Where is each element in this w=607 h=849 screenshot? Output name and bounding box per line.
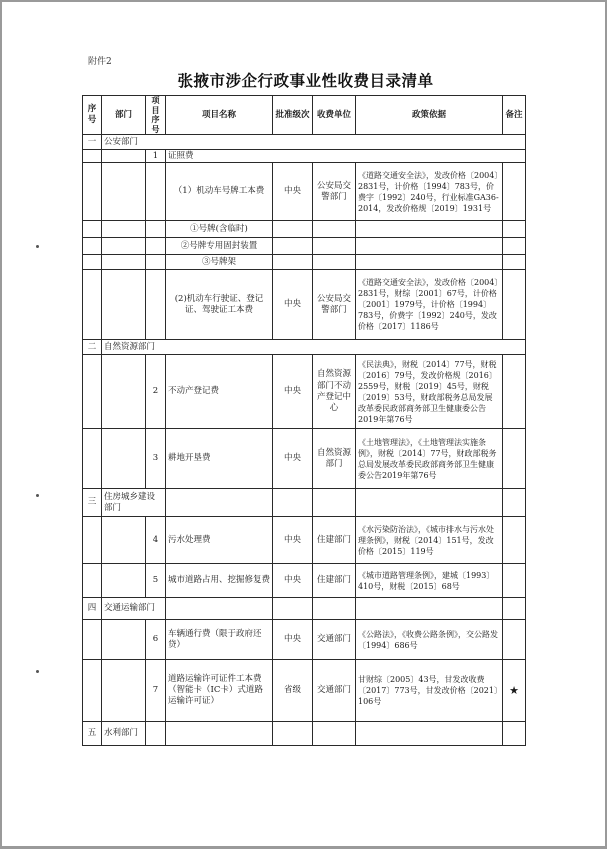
- item-seq: 4: [146, 517, 166, 564]
- table-row: [83, 270, 526, 340]
- policy-basis: 《道路交通安全法》，发改价格〔2004〕2831号，财综〔2001〕67号，计价格〔2001〕1979号，计价格〔1994〕783号，价费字〔1992〕240号，发改价格〔2017〕1186号: [356, 270, 503, 340]
- table-row: [83, 355, 526, 429]
- approval-level: 中央: [273, 564, 313, 598]
- item-name: 城市道路占用、挖掘修复费: [166, 564, 273, 598]
- header-remarks: 备注: [503, 96, 526, 135]
- header-policy-basis: 政策依据: [356, 96, 503, 135]
- item-name: ①号牌(含临时): [166, 221, 273, 238]
- section-seq: 五: [83, 722, 102, 746]
- policy-basis: 《公路法》，《收费公路条例》，交公路发〔1994〕686号: [356, 620, 503, 660]
- table-row: [83, 163, 526, 221]
- approval-level: 中央: [273, 355, 313, 429]
- item-seq: 5: [146, 564, 166, 598]
- table-row: [83, 255, 526, 270]
- item-name: ②号牌专用固封装置: [166, 238, 273, 255]
- policy-basis: 《城市道路管理条例》，建城〔1993〕410号，财税〔2015〕68号: [356, 564, 503, 598]
- item-name: 耕地开垦费: [166, 429, 273, 489]
- table-row: [83, 564, 526, 598]
- section-seq: 一: [83, 135, 102, 150]
- section-dept: 住房城乡建设部门: [102, 489, 166, 517]
- policy-basis: 《土地管理法》，《土地管理法实施条例》，财税〔2014〕77号，财政部税务总局发展改革委民政部商务部卫生健康委公告2019年第76号: [356, 429, 503, 489]
- charging-unit: 自然资源部门不动产登记中心: [313, 355, 356, 429]
- section-row: [83, 340, 526, 355]
- item-name: 证照费: [166, 150, 526, 163]
- table-row: [83, 221, 526, 238]
- table-row: [83, 620, 526, 660]
- page-title: 张掖市涉企行政事业性收费目录清单: [177, 71, 434, 90]
- attachment-label: 附件2: [88, 57, 112, 67]
- policy-basis: 甘财综〔2005〕43号，甘发改收费〔2017〕773号，甘发改价格〔2021〕106号: [356, 660, 503, 722]
- approval-level: 中央: [273, 620, 313, 660]
- section-dept: 自然资源部门: [102, 340, 526, 355]
- item-seq: 1: [146, 150, 166, 163]
- section-dept: 交通运输部门: [102, 598, 166, 620]
- approval-level: 中央: [273, 270, 313, 340]
- scan-speck: [36, 494, 39, 497]
- section-row: [83, 722, 526, 746]
- table-row: [83, 660, 526, 722]
- charging-unit: 住建部门: [313, 517, 356, 564]
- charging-unit: 交通部门: [313, 660, 356, 722]
- header-item-name: 项目名称: [166, 96, 273, 135]
- header-item-seq: 项目序号: [146, 96, 166, 135]
- remark-star: ★: [503, 660, 526, 722]
- item-name: (2)机动车行驶证、登记证、驾驶证工本费: [166, 270, 273, 340]
- section-row: [83, 598, 526, 620]
- item-seq: 6: [146, 620, 166, 660]
- item-name: 道路运输许可证件工本费（智能卡（IC卡）式道路运输许可证）: [166, 660, 273, 722]
- scan-speck: [36, 670, 39, 673]
- item-seq: 3: [146, 429, 166, 489]
- header-seq: 序号: [83, 96, 102, 135]
- header-dept: 部门: [102, 96, 146, 135]
- item-name: 污水处理费: [166, 517, 273, 564]
- section-seq: 四: [83, 598, 102, 620]
- item-name: ③号牌架: [166, 255, 273, 270]
- fee-catalog-table: [82, 95, 526, 746]
- charging-unit: 住建部门: [313, 564, 356, 598]
- table-row: [83, 150, 526, 163]
- item-name: 不动产登记费: [166, 355, 273, 429]
- scan-speck: [36, 245, 39, 248]
- item-name: 车辆通行费（限于政府还贷）: [166, 620, 273, 660]
- table-row: [83, 238, 526, 255]
- item-seq: 2: [146, 355, 166, 429]
- charging-unit: 公安局交警部门: [313, 163, 356, 221]
- section-dept: 公安部门: [102, 135, 526, 150]
- section-dept: 水利部门: [102, 722, 146, 746]
- charging-unit: 自然资源部门: [313, 429, 356, 489]
- approval-level: 中央: [273, 517, 313, 564]
- section-seq: 二: [83, 340, 102, 355]
- approval-level: 省级: [273, 660, 313, 722]
- section-row: [83, 135, 526, 150]
- policy-basis: 《道路交通安全法》，发改价格〔2004〕2831号，计价格〔1994〕783号，价费字〔1992〕240号，行业标准GA36-2014，发改价格规〔2019〕1931号: [356, 163, 503, 221]
- approval-level: 中央: [273, 163, 313, 221]
- item-seq: 7: [146, 660, 166, 722]
- table-row: [83, 517, 526, 564]
- section-row: [83, 489, 526, 517]
- section-seq: 三: [83, 489, 102, 517]
- policy-basis: 《水污染防治法》，《城市排水与污水处理条例》，财税〔2014〕151号，发改价格〔2015〕119号: [356, 517, 503, 564]
- charging-unit: 交通部门: [313, 620, 356, 660]
- table-row: [83, 429, 526, 489]
- header-approval-level: 批准级次: [273, 96, 313, 135]
- header-charging-unit: 收费单位: [313, 96, 356, 135]
- table-header-row: [83, 96, 526, 135]
- charging-unit: 公安局交警部门: [313, 270, 356, 340]
- approval-level: 中央: [273, 429, 313, 489]
- policy-basis: 《民法典》，财税〔2014〕77号，财税〔2016〕79号，发改价格规〔2016〕2559号，财税〔2019〕45号，财税〔2019〕53号，财政部税务总局发展改革委民政部商务部卫生健康委公告2019年第76号: [356, 355, 503, 429]
- item-name: （1）机动车号牌工本费: [166, 163, 273, 221]
